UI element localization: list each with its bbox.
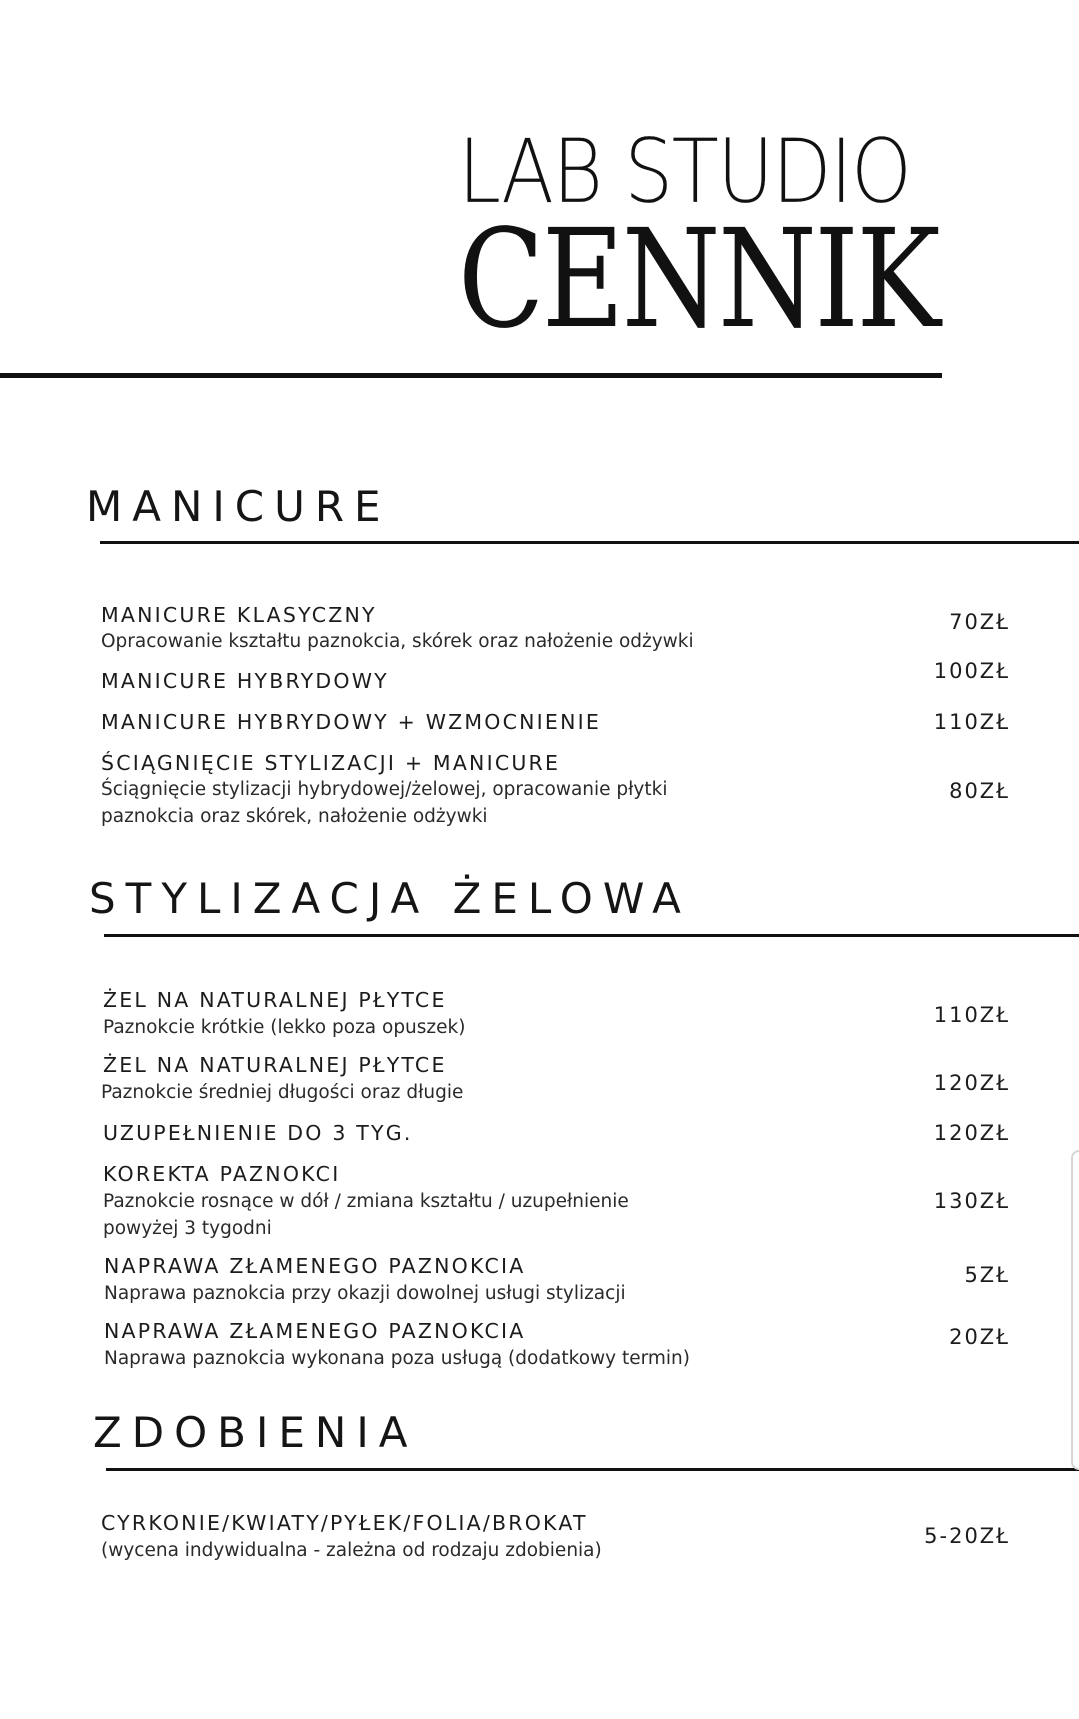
- item-price: 110ZŁ: [933, 710, 1010, 734]
- item-name: NAPRAWA ZŁAMENEGO PAZNOKCIA: [104, 1254, 526, 1278]
- section-title-stylizacja-zelowa: STYLIZACJA ŻELOWA: [89, 874, 691, 923]
- item-description: Naprawa paznokcia przy okazji dowolnej usługi stylizacji: [104, 1283, 626, 1304]
- item-name: KOREKTA PAZNOKCI: [103, 1162, 341, 1186]
- item-description: Paznokcie rosnące w dół / zmiana kształtu / uzupełnienie powyżej 3 tygodni: [103, 1191, 629, 1239]
- section-divider: [104, 934, 1079, 937]
- section-divider: [100, 541, 1079, 544]
- item-price: 5-20ZŁ: [924, 1524, 1010, 1548]
- section-title-manicure: MANICURE: [86, 482, 391, 531]
- item-name: UZUPEŁNIENIE DO 3 TYG.: [103, 1121, 413, 1145]
- item-price: 130ZŁ: [933, 1189, 1010, 1213]
- item-description: Paznokcie krótkie (lekko poza opuszek): [103, 1017, 466, 1038]
- item-name: ŻEL NA NATURALNEJ PŁYTCE: [103, 1053, 447, 1077]
- item-price: 5ZŁ: [964, 1263, 1010, 1287]
- section-divider: [106, 1468, 1079, 1471]
- item-price: 110ZŁ: [933, 1003, 1010, 1027]
- item-name: MANICURE HYBRYDOWY: [101, 669, 389, 693]
- item-price: 120ZŁ: [933, 1121, 1010, 1145]
- brand-name: LAB STUDIO: [458, 120, 911, 223]
- item-name: NAPRAWA ZŁAMENEGO PAZNOKCIA: [104, 1319, 526, 1343]
- item-name: CYRKONIE/KWIATY/PYŁEK/FOLIA/BROKAT: [101, 1511, 588, 1535]
- item-price: 80ZŁ: [949, 779, 1010, 803]
- item-description: Paznokcie średniej długości oraz długie: [101, 1082, 464, 1103]
- item-description: Ściągnięcie stylizacji hybrydowej/żelowej, opracowanie płytki paznokcia oraz skórek, nałożenie odżywki: [101, 779, 668, 827]
- item-price: 100ZŁ: [933, 659, 1010, 683]
- scroll-indicator[interactable]: [1071, 1150, 1079, 1470]
- item-price: 20ZŁ: [949, 1325, 1010, 1349]
- header-divider: [0, 373, 942, 378]
- item-name: ŚCIĄGNIĘCIE STYLIZACJI + MANICURE: [101, 751, 561, 775]
- section-title-zdobienia: ZDOBIENIA: [93, 1408, 418, 1457]
- item-description: Naprawa paznokcia wykonana poza usługą (dodatkowy termin): [104, 1348, 691, 1369]
- item-name: MANICURE KLASYCZNY: [101, 603, 377, 627]
- item-price: 120ZŁ: [933, 1071, 1010, 1095]
- item-name: ŻEL NA NATURALNEJ PŁYTCE: [103, 988, 447, 1012]
- item-description: Opracowanie kształtu paznokcia, skórek oraz nałożenie odżywki: [101, 631, 694, 652]
- item-description: (wycena indywidualna - zależna od rodzaju zdobienia): [101, 1540, 602, 1561]
- page-title: CENNIK: [458, 201, 939, 359]
- item-name: MANICURE HYBRYDOWY + WZMOCNIENIE: [101, 710, 602, 734]
- item-price: 70ZŁ: [949, 610, 1010, 634]
